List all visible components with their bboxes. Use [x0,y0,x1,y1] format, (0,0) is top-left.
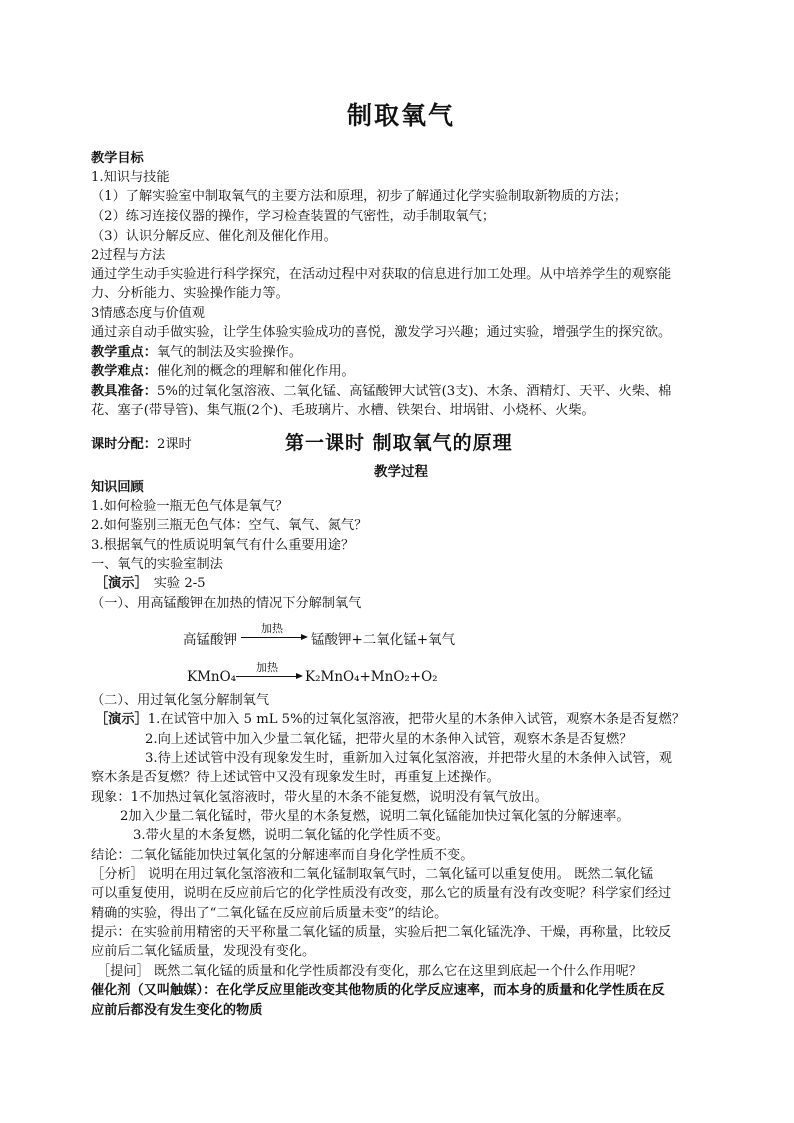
demo-step-text: 1.在试管中加入 5 mL 5%的过氧化氢溶液，把带火星的木条伸入试管，观察木条是否复燃？ [147,712,686,727]
objective-line: 2过程与方法 [91,248,166,263]
objective-line: 通过学生动手实验进行科学探究，在活动过程中对获取的信息进行加工处理。从中培养学生的观察能 [91,267,672,282]
demo-2-step: 2.向上述试管中加入少量二氧化锰，把带火星的木条伸入试管，观察木条是否复燃？ [145,732,633,747]
key-point [91,344,302,362]
phenomenon: 2加入少量二氧化锰时，带火星的木条复燃，说明二氧化锰能加快过氧化氢的分解速率。 [120,809,630,824]
equipment-text: 5%的过氧化氢溶液、二氧化锰、高锰酸钾大试管(3支)、木条、酒精灯、天平、火柴、棉 [156,384,672,399]
formula-equation-reactant: KMnO₄ [187,669,237,685]
equipment-line: 花、塞子(带导管)、集气瓶(2个)、毛玻璃片、水槽、铁架台、坩埚钳、小烧杯、火柴。 [91,403,595,418]
word-equation-products: 锰酸钾+二氧化锰+氧气 [311,632,456,648]
review-question: 2.如何鉴别三瓶无色气体：空气、氧气、氮气？ [91,518,368,533]
equipment [91,383,671,401]
demo-tag: ［演示］ [95,576,148,591]
demo-2-step: 察木条是否复燃？待上述试管中又没有现象发生时，再重复上述操作。 [91,770,500,785]
schedule-label: 课时分配： [91,437,157,452]
part-heading: （一）、用高锰酸钾在加热的情况下分解制氧气 [91,596,362,611]
formula-equation-condition: 加热 [256,661,278,674]
equipment-label: 教具准备： [91,384,157,399]
demo-2-step [95,711,685,729]
phenomenon-text: 1不加热过氧化氢溶液时，带火星的木条不能复燃，说明没有氧气放出。 [130,790,548,805]
phenomenon [91,789,548,807]
arrow-head-icon [296,673,303,679]
review-question: 3.根据氧气的性质说明氧气有什么重要用途？ [91,538,355,553]
catalyst-definition: 应前后都没有发生变化的物质 [91,1003,263,1018]
demo-2-step: 3.待上述试管中没有现象发生时，重新加入过氧化氢溶液，并把带火星的木条伸入试管，观 [145,751,672,766]
hint-line: 提示：在实验前用精密的天平称量二氧化锰的质量，实验后把二氧化锰洗净、干燥，再称量，比较反 [91,925,672,940]
phenomena-label: 现象： [91,790,131,805]
word-equation-condition: 加热 [261,622,283,635]
hint-line: 应前后二氧化锰质量，发现没有变化。 [91,944,316,959]
demo-tag: ［演示］ [95,712,148,727]
catalyst-definition: 催化剂（又叫触媒）：在化学反应里能改变其他物质的化学反应速率，而本身的质量和化学性质在反 [91,983,665,998]
formula-equation-products: K₂MnO₄+MnO₂+O₂ [305,669,438,685]
objectives-heading: 教学目标 [91,151,144,166]
document-title: 制取氧气 [346,101,455,130]
part-heading: （二）、用过氧化氢分解制氧气 [91,693,270,708]
difficulty [91,363,355,381]
objective-line: （3）认识分解反应、催化剂及催化作用。 [91,229,337,244]
section-heading: 一、氧气的实验室制法 [91,557,223,572]
analysis-line: 精确的实验，得出了“二氧化锰在反应前后质量未变”的结论。 [91,906,448,921]
difficulty-text: 催化剂的概念的理解和催化作用。 [156,364,355,379]
word-equation-reactant: 高锰酸钾 [183,632,237,648]
difficulty-label: 教学难点： [91,364,157,379]
conclusion: 结论：二氧化锰能加快过氧化氢的分解速率而自身化学性质不变。 [91,848,474,863]
schedule-text: 2课时 [156,437,192,452]
question: ［提问］ 既然二氧化锰的质量和化学性质都没有变化，那么它在这里到底起一个什么作用呢？ [97,964,642,979]
demo-1 [95,575,206,593]
objective-line: 1.知识与技能 [91,170,170,185]
process-title: 教学过程 [374,464,428,480]
demo-text: 实验 2-5 [153,576,206,591]
objective-line: （2）练习连接仪器的操作，学习检查装置的气密性，动手制取氧气； [91,209,496,224]
review-question: 1.如何检验一瓶无色气体是氧气？ [91,499,289,514]
review-heading: 知识回顾 [91,480,144,495]
reaction-arrow [241,637,301,638]
arrow-head-icon [301,634,308,640]
objective-line: （1）了解实验室中制取氧气的主要方法和原理，初步了解通过化学实验制取新物质的方法； [91,189,627,204]
objective-line: 力、分析能力、实验操作能力等。 [91,286,289,301]
phenomenon: 3.带火星的木条复燃，说明二氧化锰的化学性质不变。 [133,828,449,843]
analysis-line: ［分析］ 说明在用过氧化氢溶液和二氧化锰制取氧气时，二氧化锰可以重复使用。 既然二氧化锰 [91,867,654,882]
objective-line: 通过亲自动手做实验，让学生体验实验成功的喜悦，激发学习兴趣；通过实验，增强学生的探究欲。 [91,325,672,340]
schedule [91,436,192,454]
key-point-label: 教学重点： [91,345,157,360]
objective-line: 3情感态度与价值观 [91,306,205,321]
key-point-text: 氧气的制法及实验操作。 [156,345,302,360]
lesson-title: 第一课时 制取氧气的原理 [285,432,513,454]
reaction-arrow [236,676,296,677]
analysis-line: 可以重复使用，说明在反应前后它的化学性质没有改变，那么它的质量有没有改变呢？科学家们经过 [91,886,672,901]
